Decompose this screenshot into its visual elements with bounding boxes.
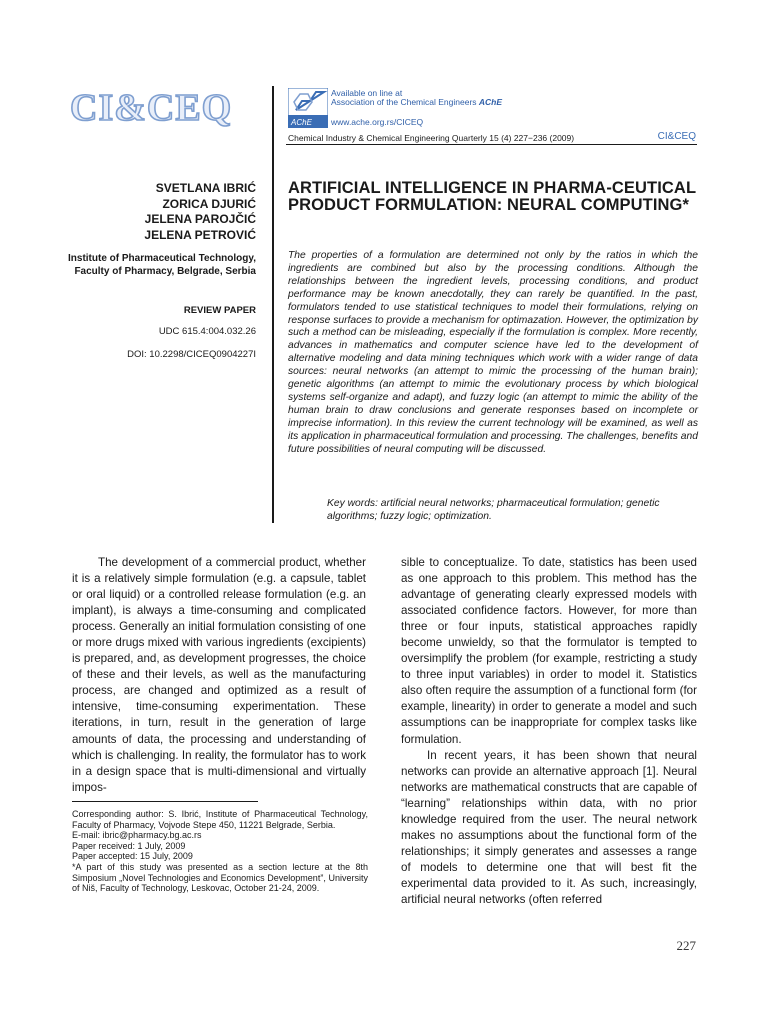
udc-code: UDC 615.4:004.032.26 [158, 326, 256, 337]
author: ZORICA DJURIĆ [162, 196, 256, 211]
affiliation: Institute of Pharmaceutical Technology, Faculty of Pharmacy, Belgrade, Serbia [68, 253, 256, 277]
paper-title: ARTIFICIAL INTELLIGENCE IN PHARMA-CEUTICAL PRODUCT FORMULATION: NEURAL COMPUTING* [288, 179, 696, 214]
ache-molecule-icon [288, 88, 328, 128]
author: SVETLANA IBRIĆ [155, 181, 256, 195]
abstract: The properties of a formulation are determined not only by the ratios in which the ingredients are combined but also by the processing conditions. Although the relationships between the ingredient levels, processing conditions, and product performance may be known anecdotally, they can rarely be quantified. In the past, formulators tended to use statistical techniques to model their formulations, relying on response surfaces to provide a mechanism for optimazation. However, the optimization by such a method can be misleading, especially if the formulation is complex. More recently, advances in mathematics and computer science have led to the development of alternative modeling and data mining techniques which work with a wider range of data sources: neural networks (an attempt to mimic the processing of the human brain); genetic algorithms (an attempt to mimic the evolutionary process by which biological systems self-organize and adapt), and fuzzy logic (an attempt to mimic the ability of the human brain to draw conclusions and generate responses based on incomplete or imprecise information). In this review the current technology will be examined, as well as its application in pharmaceutical formulation and processing. The challenges, benefits and future possibilities of neural computing will be discussed. [288, 250, 698, 455]
logo-text: CI&CEQ [70, 87, 233, 129]
corresponding-author: Corresponding author: S. Ibrić, Institute of Pharmaceutical Technology, Faculty of Pharmacy, Vojvode Stepe 450, 11221 Belgrade, Serbia. [72, 809, 368, 830]
footnote-rule [72, 801, 258, 802]
footnotes [72, 809, 368, 894]
ache-name: AChE [478, 97, 503, 107]
accepted-date: Paper accepted: 15 July, 2009 [72, 851, 193, 862]
header-vertical-rule [272, 86, 274, 523]
ache-box-label: AChE [291, 118, 312, 127]
body-paragraph: The development of a commercial product, whether it is a relatively simple formulation (e.g. a capsule, tablet or oral liquid) or a controlled release formulation (e.g. an implant), is always a time-consuming and complicated process. Generally an initial formulation consisting of one or more drugs mixed with various ingredients (excipients) is prepared, and, as development progresses, the choice of these and their levels, as well as the manufacturing process, are changed and optimized as a result of intensive, time-consuming experimentation. These iterations, in turn, result in the generation of large amounts of data, the processing and understanding of which is challenging. In reality, the formulator has to work in a design space that is multi-dimensional and virtually impos- [72, 556, 366, 794]
body-column-left [72, 555, 366, 796]
journal-tag: CI&CEQ [657, 131, 696, 142]
available-line-2: Association of the Chemical Engineers AChE [331, 97, 503, 107]
body-paragraph: In recent years, it has been shown that neural networks can provide an alternative approach [1]. Neural networks are mathematical constructs that are capable of “learning” relationships within data, with no prior knowledge required from the user. The neural network makes no assumptions about the functional form of the relationships; it simply generates and assesses a range of models to determine one that will best fit the experimental data provided to it. As such, increasingly, artificial neural networks (often referred [401, 748, 697, 906]
paper-type: REVIEW PAPER [183, 305, 256, 316]
body-paragraph: sible to conceptualize. To date, statistics has been used as one approach to this problem. This method has the advantage of generating clearly expressed models with associated confidence factors. However, for more than three or four inputs, statistical approaches rapidly become unwieldy, so that the formulator is tempted to oversimplify the problem (for example, restricting a study to three input variables) in order to model it. Statistics also often require the assumption of a functional form (for example, linearity) in order to generate a model and such assumptions can be inappropriate for complex tasks like formulation. [401, 556, 697, 746]
body-column-right [401, 555, 697, 908]
author: JELENA PETROVIĆ [144, 227, 256, 242]
author-list [144, 181, 256, 243]
keywords: Key words: artificial neural networks; pharmaceutical formulation; genetic algorithms; fuzzy logic; optimization. [327, 498, 660, 522]
author: JELENA PAROJČIĆ [144, 212, 256, 226]
presentation-note: *A part of this study was presented as a section lecture at the 8th Simposium „Novel Technologies and Economics Development”, University of Niš, Faculty of Technology, Leskovac, October 21-24, 2009. [72, 861, 368, 894]
author-email[interactable]: E-mail: ibric@pharmacy.bg.ac.rs [72, 830, 202, 841]
doi[interactable]: DOI: 10.2298/CICEQ0904227I [127, 349, 256, 360]
received-date: Paper received: 1 July, 2009 [72, 840, 186, 851]
page-number: 227 [676, 938, 696, 953]
available-line-1: Available on line at [331, 88, 403, 98]
header-horizontal-rule [286, 144, 697, 145]
journal-logo [68, 84, 258, 130]
journal-url-link[interactable]: www.ache.org.rs/CICEQ [331, 117, 424, 127]
availability-notice [331, 89, 502, 107]
journal-citation: Chemical Industry & Chemical Engineering Quarterly 15 (4) 227−236 (2009) [288, 133, 575, 143]
